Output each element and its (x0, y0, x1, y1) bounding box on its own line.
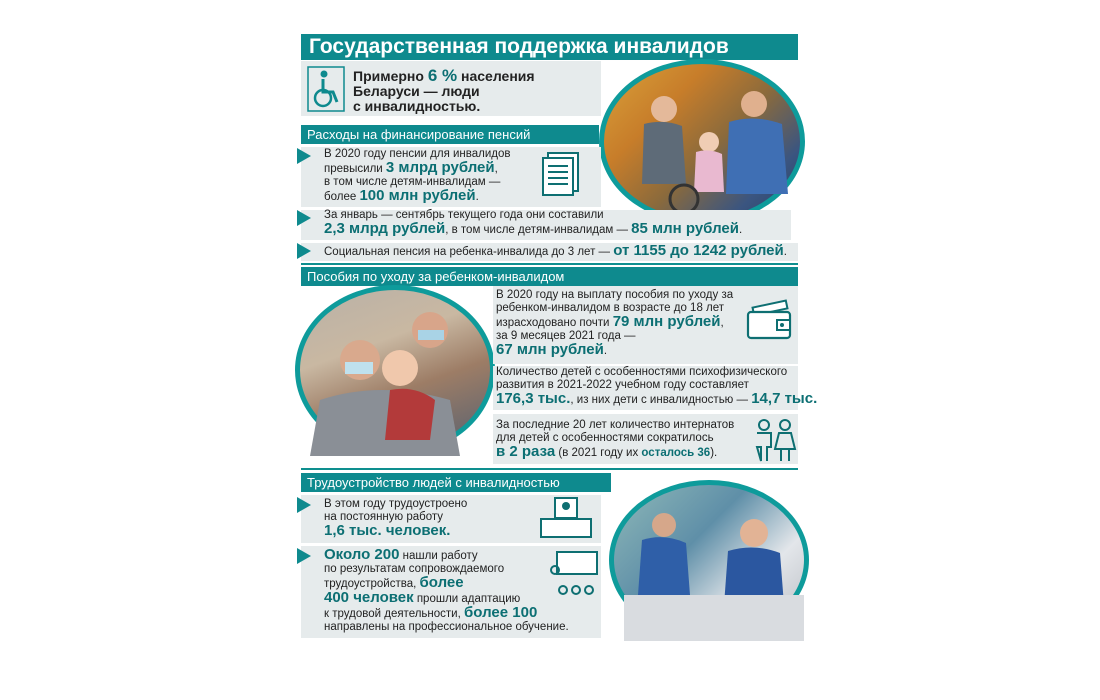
children-icon (752, 417, 798, 463)
bullet-marker (297, 148, 311, 164)
wheelchair-icon (307, 66, 345, 112)
section-divider (301, 468, 798, 470)
boarding-schools-text: За последние 20 лет количество интернатов для детей с особенностями сократилось в 2 раза (в 2021 году их осталось 36). (496, 419, 735, 460)
allowance-2020-text: В 2020 году на выплату пособия по уходу за ребенком-инвалидом в возрасте до 18 лет израсходовано почти 79 млн рублей, за 9 месяцев 2021 года — 67 млн рублей. (496, 289, 734, 358)
children-count-text: Количество детей с особенностями психофизического развития в 2021-2022 учебном году составляет 176,3 тыс., из них дети с инвалидностью — 14,7 тыс. (496, 366, 818, 407)
wallet-icon (745, 298, 795, 342)
supported-employment-text: Около 200 нашли работу по результатам сопровождаемого трудоустройства, более 400 человек прошли адаптацию к трудовой деятельности, более 100 направлены на профессиональное обучение. (324, 546, 569, 633)
pension-2020-text: В 2020 году пенсии для инвалидов превысили 3 млрд рублей, в том числе детям-инвалидам — более 100 млн рублей. (324, 148, 511, 204)
workplace-photo (609, 480, 809, 640)
workers-illustration (614, 485, 810, 641)
presentation-icon (547, 550, 605, 598)
social-pension-text: Социальная пенсия на ребенка-инвалида до 3 лет — от 1155 до 1242 рублей. (324, 242, 787, 259)
poster-title: Государственная поддержка инвалидов (301, 34, 798, 60)
bullet-marker (297, 243, 311, 259)
mother-child-photo (295, 285, 495, 455)
section1-heading: Расходы на финансирование пенсий (301, 125, 599, 144)
section2-heading: Пособия по уходу за ребенком-инвалидом (301, 267, 798, 286)
bullet-marker (297, 548, 311, 564)
family-figures-illustration (604, 64, 804, 224)
bullet-marker (297, 497, 311, 513)
teacher-desk-icon (537, 495, 595, 541)
employed-text: В этом году трудоустроено на постоянную работу 1,6 тыс. человек. (324, 498, 468, 539)
family-photo (599, 59, 805, 224)
intro-text: Примерно 6 % населения Беларуси — люди с инвалидностью. (353, 66, 535, 114)
section-divider (301, 263, 798, 265)
mother-child-illustration (300, 290, 496, 456)
section3-heading: Трудоустройство людей с инвалидностью (301, 473, 611, 492)
infographic-poster (297, 30, 818, 648)
bullet-marker (297, 210, 311, 226)
documents-icon (540, 151, 586, 197)
pension-jan-sep-text: За январь — сентябрь текущего года они составили 2,3 млрд рублей, в том числе детям-инвалидам — 85 млн рублей. (324, 209, 743, 237)
